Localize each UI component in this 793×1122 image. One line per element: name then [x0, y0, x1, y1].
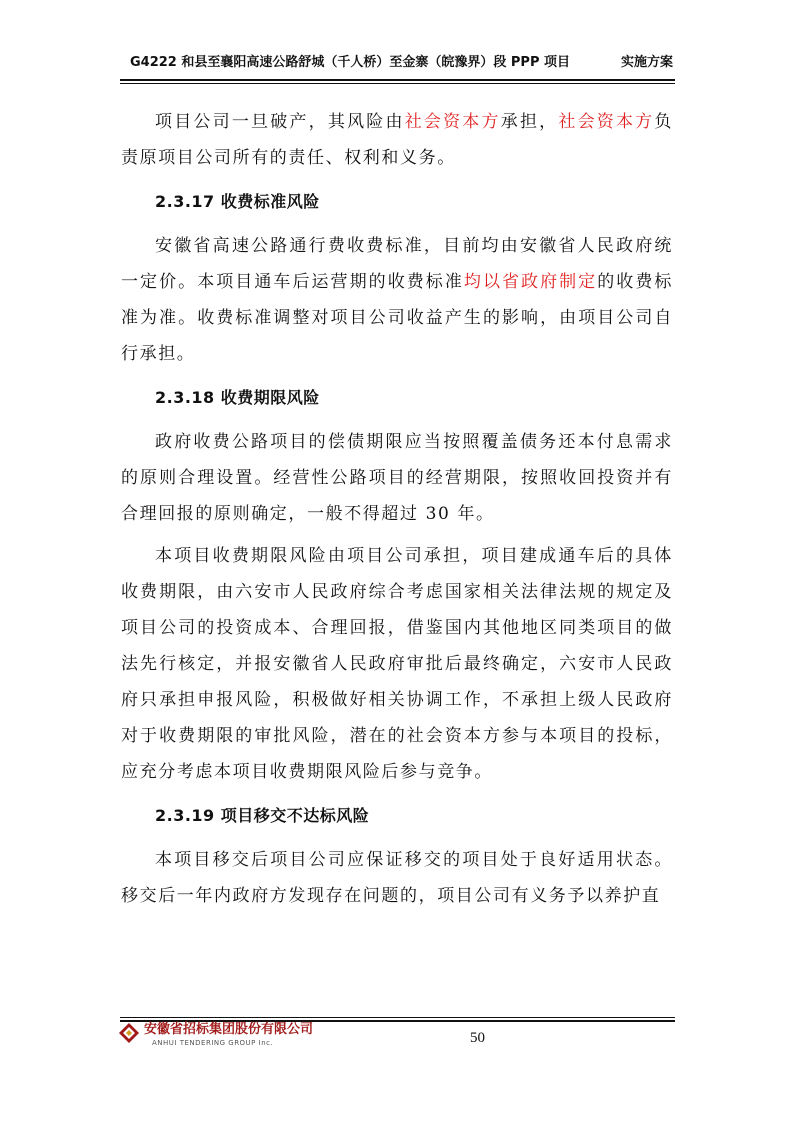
- highlight-provincial-rule: 均以省政府制定: [463, 272, 598, 292]
- header-rule-thick: [120, 79, 675, 81]
- text-run: 的收费标准为准。收费标准调整对项目公司收益产生的影响，由项目公司自行承担。: [121, 272, 673, 364]
- highlight-social-capital: 社会资本方: [558, 112, 655, 132]
- text-run: 项目公司一旦破产，其风险由: [155, 112, 405, 132]
- document-body: [121, 104, 673, 914]
- paragraph-bankruptcy-risk: [121, 104, 673, 176]
- text-run: 安徽省高速公路通行费收费标准，目前均由安徽省人民政府统一定价。本项目通车后运营期的收费标准: [121, 236, 673, 292]
- section-heading-2-3-17: 2.3.17 收费标准风险: [155, 192, 320, 211]
- header-rule-thin: [120, 83, 675, 84]
- section-heading-2-3-18: 2.3.18 收费期限风险: [155, 388, 320, 407]
- section-heading-2-3-19: 2.3.19 项目移交不达标风险: [155, 806, 370, 825]
- paragraph-handover-risk: 本项目移交后项目公司应保证移交的项目处于良好适用状态。移交后一年内政府方发现存在问题的，项目公司有义务予以养护直: [121, 850, 673, 906]
- page-number: 50: [470, 1030, 485, 1046]
- company-logo-icon: [118, 1022, 140, 1044]
- text-run: 承担，: [500, 112, 559, 132]
- page-header: [130, 53, 673, 73]
- highlight-social-capital: 社会资本方: [404, 112, 501, 132]
- company-name-cn: 安徽省招标集团股份有限公司: [144, 1022, 314, 1037]
- company-name-en: ANHUI TENDERING GROUP Inc.: [152, 1039, 274, 1047]
- paragraph-toll-period-principle: 政府收费公路项目的偿债期限应当按照覆盖债务还本付息需求的原则合理设置。经营性公路项目的经营期限，按照收回投资并有合理回报的原则确定，一般不得超过 30 年。: [121, 432, 673, 524]
- header-title: G4222 和县至襄阳高速公路舒城（千人桥）至金寨（皖豫界）段 PPP 项目: [130, 55, 571, 70]
- paragraph-toll-period-risk: 本项目收费期限风险由项目公司承担，项目建成通车后的具体收费期限，由六安市人民政府综合考虑国家相关法律法规的规定及项目公司的投资成本、合理回报，借鉴国内其他地区同类项目的做法先行核定，并报安徽省人民政府审批后最终确定，六安市人民政府只承担申报风险，积极做好相关协调工作，不承担上级人民政府对于收费期限的审批风险，潜在的社会资本方参与本项目的投标，应充分考虑本项目收费期限风险后参与竞争。: [121, 546, 673, 782]
- text-run: 负责原项目公司所有的责任、权利和义务。: [121, 112, 674, 168]
- header-section-label: 实施方案: [620, 55, 673, 70]
- paragraph-toll-standard: [121, 228, 673, 372]
- footer-rule-thin: [120, 1017, 675, 1018]
